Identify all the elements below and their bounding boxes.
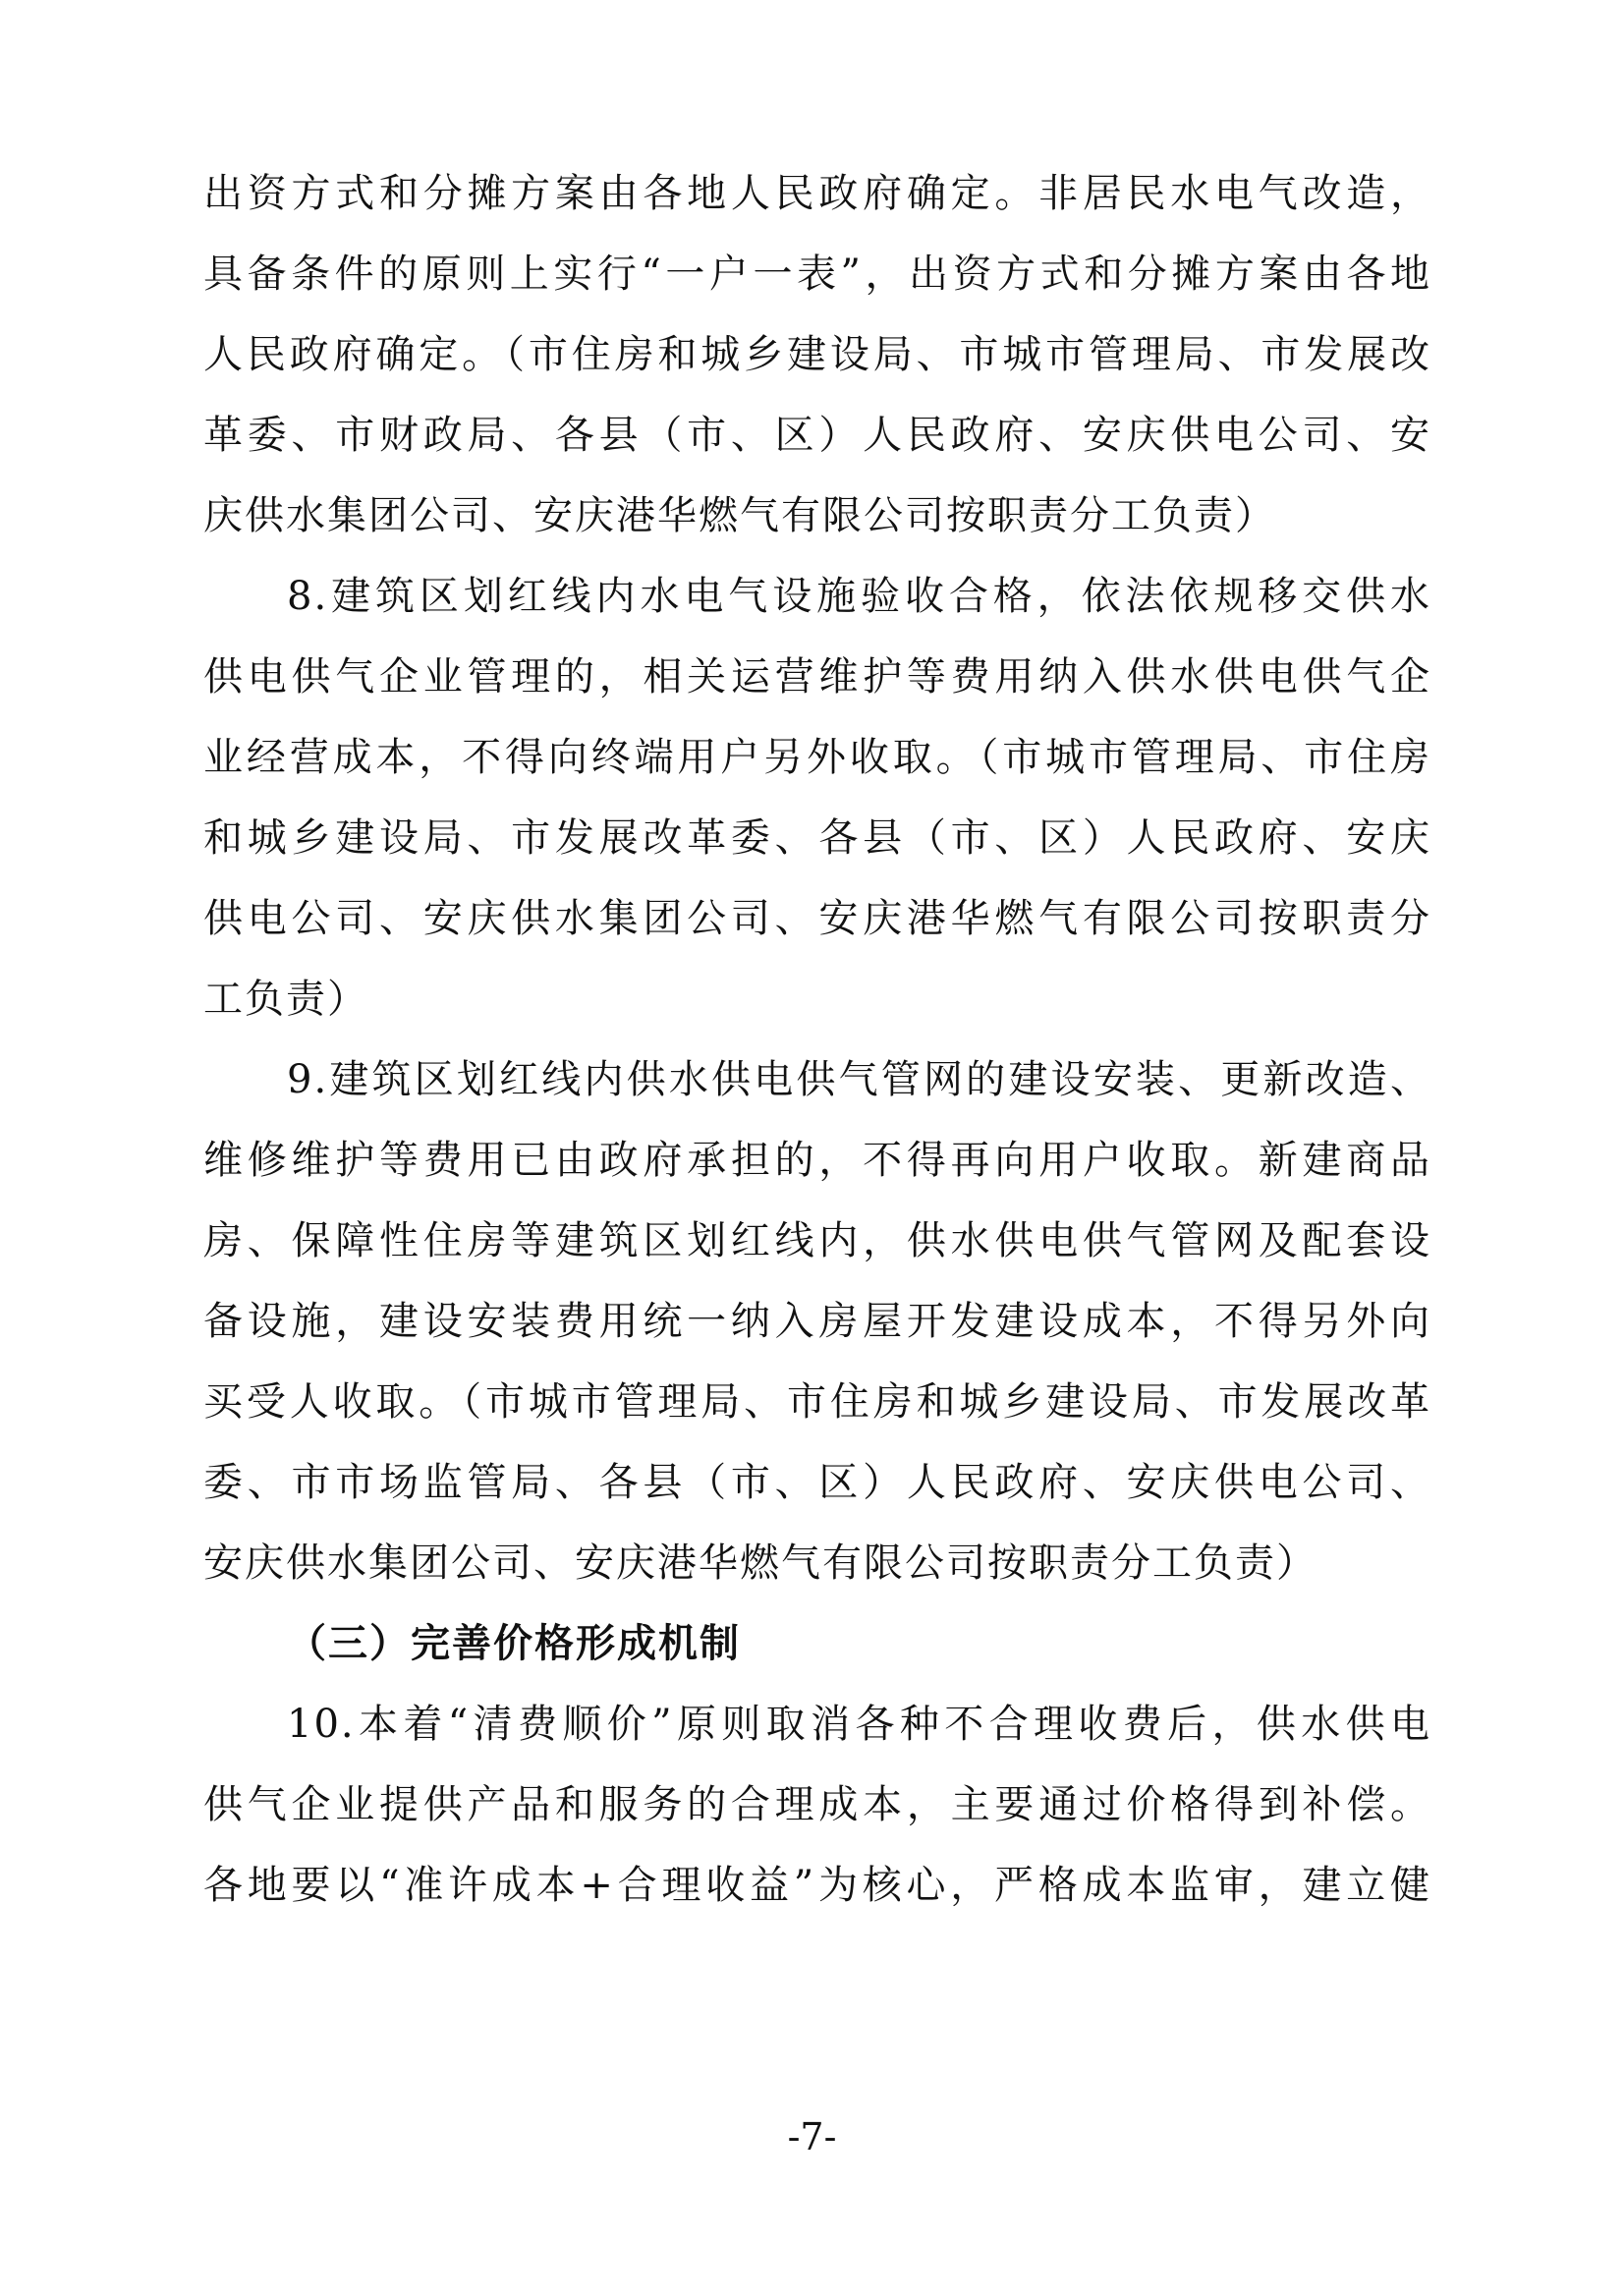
item-10-line-1: 10.本着“清费顺价”原则取消各种不合理收费后，供水供电	[287, 1702, 1431, 1747]
item-8-line-2: 供电供气企业管理的，相关运营维护等费用纳入供水供电供气企	[203, 654, 1431, 700]
item-8-line-5: 供电公司、安庆供水集团公司、安庆港华燃气有限公司按职责分	[203, 896, 1431, 941]
item-9-line-3: 房、保障性住房等建筑区划红线内，供水供电供气管网及配套设	[203, 1218, 1431, 1263]
item-9-line-1: 9.建筑区划红线内供水供电供气管网的建设安装、更新改造、	[287, 1057, 1431, 1102]
item-9-line-7: 安庆供水集团公司、安庆港华燃气有限公司按职责分工负责）	[203, 1540, 1317, 1586]
page-number: -7-	[787, 2115, 837, 2158]
section-heading: （三）完善价格形成机制	[287, 1620, 741, 1666]
item-9-line-2: 维修维护等费用已由政府承担的，不得再向用户收取。新建商品	[203, 1138, 1431, 1183]
text-line-2: 具备条件的原则上实行“一户一表”，出资方式和分摊方案由各地	[203, 252, 1431, 297]
text-line-3: 人民政府确定。（市住房和城乡建设局、市城市管理局、市发展改	[203, 332, 1431, 377]
item-8-line-6: 工负责）	[203, 977, 368, 1022]
text-line-5: 庆供水集团公司、安庆港华燃气有限公司按职责分工负责）	[203, 493, 1276, 538]
item-8-line-1: 8.建筑区划红线内水电气设施验收合格，依法依规移交供水	[287, 574, 1431, 619]
text-line-4: 革委、市财政局、各县（市、区）人民政府、安庆供电公司、安	[203, 413, 1431, 458]
item-8-line-3: 业经营成本，不得向终端用户另外收取。（市城市管理局、市住房	[203, 735, 1431, 780]
item-8-line-4: 和城乡建设局、市发展改革委、各县（市、区）人民政府、安庆	[203, 815, 1431, 861]
item-10-line-2: 供气企业提供产品和服务的合理成本，主要通过价格得到补偿。	[203, 1782, 1431, 1827]
item-10-line-3: 各地要以“准许成本+合理收益”为核心，严格成本监审，建立健	[203, 1863, 1431, 1908]
item-9-line-6: 委、市市场监管局、各县（市、区）人民政府、安庆供电公司、	[203, 1460, 1431, 1505]
text-line-1: 出资方式和分摊方案由各地人民政府确定。非居民水电气改造，	[203, 171, 1431, 216]
item-9-line-5: 买受人收取。（市城市管理局、市住房和城乡建设局、市发展改革	[203, 1379, 1431, 1425]
item-9-line-4: 备设施，建设安装费用统一纳入房屋开发建设成本，不得另外向	[203, 1299, 1431, 1344]
